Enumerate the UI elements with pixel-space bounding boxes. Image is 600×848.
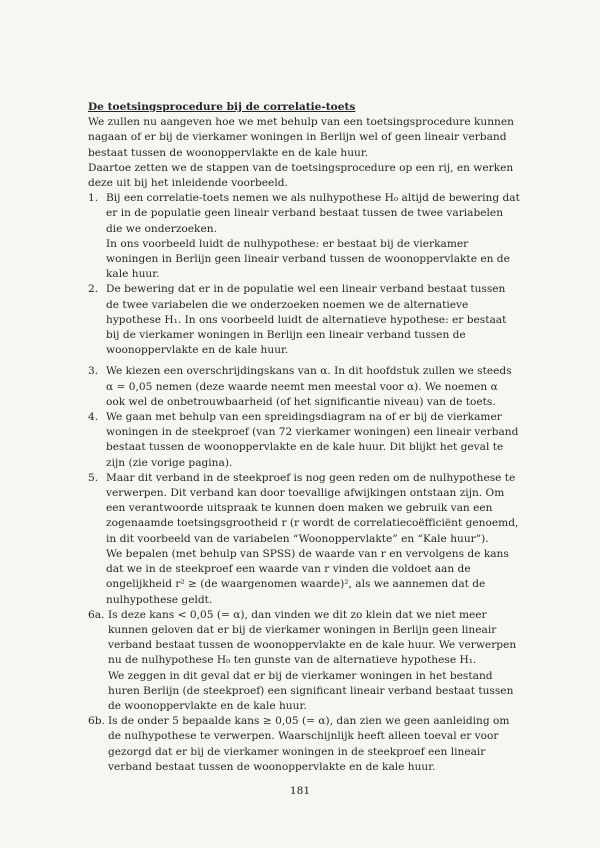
item-paragraph: De bewering dat er in de populatie wel een lineair verband bestaat tussen de twee variabelen die we onderzoeken noemen we de alternatieve hypothese H₁. In ons voorbeeld luidt de alternatieve hypothese: er bestaat bij de vierkamer woningen in Berlijn een lineair verband tussen de woonoppervlakte en de kale huur. [106, 283, 507, 357]
item-number: 6a. [88, 608, 105, 621]
list-item [88, 471, 520, 608]
item-paragraph: Is deze kans < 0,05 (= α), dan vinden we dit zo klein dat we niet meer kunnen geloven dat er bij de vierkamer woningen in Berlijn geen lineair verband bestaat tussen de woonoppervlakte en de kale huur. We verwerpen nu de nulhypothese H₀ ten gunste van de alternatieve hypothese H₁. [108, 608, 517, 667]
item-body [108, 714, 520, 775]
list-item [88, 282, 520, 358]
item-paragraph: We kiezen een overschrijdingskans van α. In dit hoofdstuk zullen we steeds α = 0,05 nemen (deze waarde neemt men meestal voor α). We noemen α ook wel de onbetrouwbaarheid (of het significantie niveau) van de toets. [106, 365, 512, 408]
item-body [106, 471, 520, 608]
item-body [106, 364, 520, 410]
intro-paragraph: Daartoe zetten we de stappen van de toetsingsprocedure op een rij, en werken deze uit bij het inleidende voorbeeld. [88, 161, 514, 190]
item-paragraph: We gaan met behulp van een spreidingsdiagram na of er bij de vierkamer woningen in de steekproef (van 72 vierkamer woningen) een lineair verband bestaat tussen de woonoppervlakte en de kale huur. Dit blijkt het geval te zijn (zie vorige pagina). [106, 411, 519, 469]
section-heading: De toetsingsprocedure bij de correlatie-toets [88, 101, 356, 113]
item-paragraph: We zeggen in dit geval dat er bij de vierkamer woningen in het bestand huren Berlijn (de steekproef) een significant lineair verband bestaat tussen de woonoppervlakte en de kale huur. [108, 669, 514, 712]
item-number: 6b. [88, 715, 105, 728]
item-paragraph: In ons voorbeeld luidt de nulhypothese: er bestaat bij de vierkamer woningen in Berlijn geen lineair verband tussen de woonoppervlakte en de kale huur. [106, 237, 510, 281]
item-body [108, 608, 520, 714]
list-item [88, 410, 520, 471]
item-body [106, 191, 520, 282]
list-item [88, 714, 520, 775]
list-item [88, 191, 520, 282]
list-item [88, 364, 520, 410]
item-paragraph: We bepalen (met behulp van SPSS) de waarde van r en vervolgens de kans dat we in de steekproef een waarde van r vinden die voldoet aan de ongelijkheid r² ≥ (de waargenomen waarde)², als we aannemen dat de nulhypothese geldt. [106, 547, 509, 606]
item-number: 3. [88, 365, 99, 378]
item-paragraph: Maar dit verband in de steekproef is nog geen reden om de nulhypothese te verwerpen. Dit verband kan door toevallige afwijkingen ontstaan zijn. Om een verantwoorde uitspraak te kunnen doen maken we gebruik van een zogenaamde toetsingsgrootheid r (r wordt de correlatiecoëfficiënt genoemd, in dit voorbeeld van de variabelen “Woonoppervlakte” en “Kale huur”). [106, 471, 519, 545]
item-paragraph: Is de onder 5 bepaalde kans ≥ 0,05 (= α), dan zien we geen aanleiding om de nulhypothese te verwerpen. Waarschijnlijk heeft alleen toeval er voor gezorgd dat er bij de vierkamer woningen in de steekproef een lineair verband bestaat tussen de woonoppervlakte en de kale huur. [108, 715, 510, 773]
item-body [106, 282, 520, 358]
text-column [88, 100, 520, 775]
item-body [106, 410, 520, 471]
item-number: 1. [88, 192, 99, 205]
intro-paragraph: We zullen nu aangeven hoe we met behulp van een toetsingsprocedure kunnen nagaan of er bij de vierkamer woningen in Berlijn wel of geen lineair verband bestaat tussen de woonoppervlakte en de kale huur. [88, 116, 514, 159]
item-number: 5. [88, 471, 99, 484]
item-paragraph: Bij een correlatie-toets nemen we als nulhypothese H₀ altijd de bewering dat er in de populatie geen lineair verband bestaat tussen de twee variabelen die we onderzoeken. [106, 192, 520, 235]
list-item [88, 608, 520, 714]
item-number: 2. [88, 283, 99, 296]
item-number: 4. [88, 411, 99, 424]
page-number: 181 [289, 785, 311, 797]
